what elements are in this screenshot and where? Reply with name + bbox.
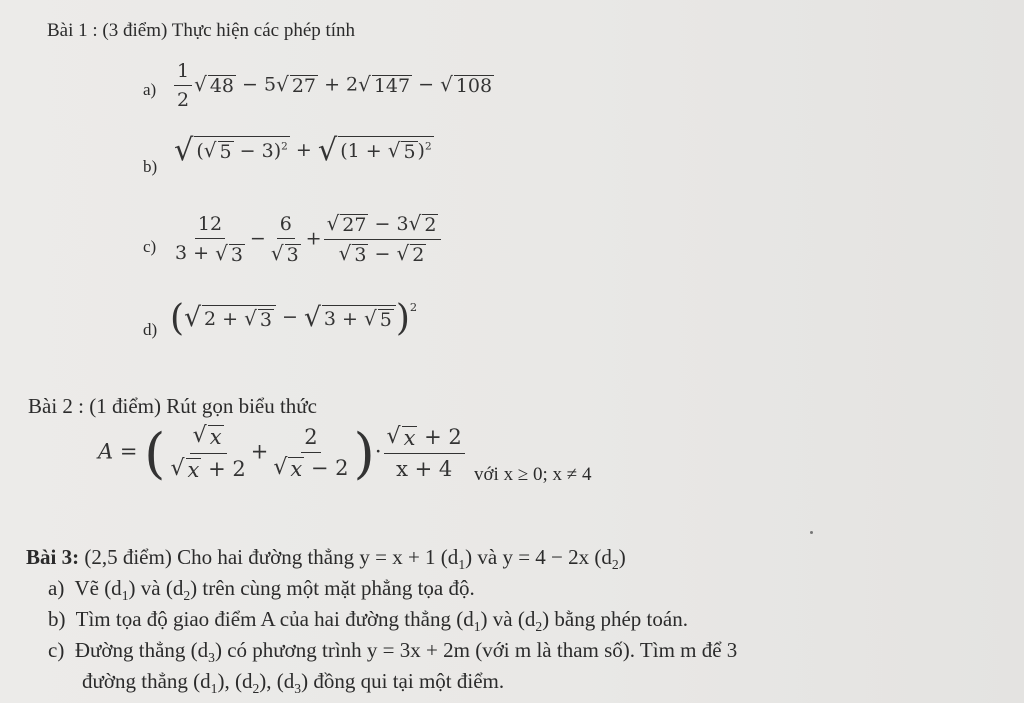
sqrt-3: √ 3 [215, 240, 243, 266]
sqrt-x: √ x [386, 424, 416, 451]
sqrt-3: √ 3 [244, 305, 272, 331]
subscript: 1 [210, 681, 218, 697]
subscript: 2 [611, 557, 619, 573]
fraction-half [174, 60, 192, 111]
text: đường thẳng (d [82, 669, 211, 693]
subscript: 1 [121, 588, 129, 604]
bai2-title: Bài 2 : (1 điểm) Rút gọn biểu thức [28, 394, 318, 418]
two-plus: 2 + [204, 307, 239, 330]
bai1-title-text: Bài 1 : (3 điểm) Thực hiện các phép tính [47, 20, 356, 41]
text: ) trên cùng một mặt phẳng tọa độ. [190, 576, 475, 600]
subscript: 3 [294, 681, 302, 697]
fraction-x2 [384, 425, 465, 482]
minus-3: − 3 [374, 213, 409, 235]
one-plus: 1 + [347, 140, 382, 162]
sqrt-147: √ 147 [358, 71, 411, 97]
bai2-condition: với x ≥ 0; x ≠ 4 [474, 464, 592, 485]
text: Tìm tọa độ giao điểm A của hai đường thẳng (d [75, 607, 474, 631]
item-label: c) [48, 638, 65, 662]
subscript: 1 [458, 557, 466, 573]
frac-num: 1 [174, 60, 192, 86]
text: ) đồng qui tại một điểm. [301, 669, 505, 693]
sqrt-3: √ 3 [338, 240, 367, 266]
fraction-2 [270, 425, 351, 482]
exponent: 2 [409, 300, 418, 314]
text: Vẽ (d [74, 576, 122, 600]
text: ) bằng phép toán. [542, 607, 688, 631]
text: ), (d [259, 669, 295, 693]
bai1-b-label: b) [143, 157, 158, 176]
subscript: 1 [473, 619, 481, 635]
subscript: 2 [183, 588, 191, 604]
item-label: a) [48, 576, 65, 600]
op: + [324, 73, 340, 96]
three-plus: 3 + [323, 307, 358, 330]
text: ) và (d [480, 607, 536, 631]
text: ) và (d [128, 576, 184, 600]
item-label: b) [48, 607, 66, 631]
coef: 5 [264, 73, 277, 96]
frac-num: 2 [301, 425, 320, 453]
bai3-c [48, 638, 737, 666]
sqrt-2: √ 2 [408, 211, 437, 237]
bai1-b-expression [174, 133, 434, 168]
op: − [282, 306, 298, 329]
var-A: A [98, 439, 114, 464]
sqrt-27: √ 27 [276, 71, 317, 97]
bai1-a-expression [172, 60, 494, 111]
sqrt-x: √ x [192, 423, 222, 450]
sqrt-108: √ 108 [440, 71, 493, 97]
sqrt-3-plus-sqrt5: √ 3 + √ 5 [304, 305, 396, 332]
subscript: 3 [208, 650, 215, 666]
frac-den [270, 453, 351, 482]
frac-den [167, 454, 248, 483]
frac-den [268, 239, 304, 265]
sqrt-outer-2: √ (1 + √ 5 )$^2$ [317, 133, 432, 168]
bai1-c-expression [170, 213, 443, 266]
frac-num: 12 [195, 213, 225, 239]
op: − [374, 242, 391, 265]
sqrt-5: √ 5 [203, 138, 232, 164]
frac-num [190, 424, 227, 454]
dot-op: · [374, 439, 382, 464]
frac-den: 2 [177, 89, 190, 111]
subscript: 2 [535, 619, 543, 635]
exponent: 2 [281, 140, 288, 153]
minus-3: − 3 [239, 140, 274, 162]
sqrt-x: √ x [170, 456, 200, 482]
op: − [249, 227, 266, 250]
equals: = [119, 439, 138, 464]
fraction-x [167, 424, 248, 482]
sqrt-3: √ 3 [270, 240, 299, 266]
op: + [250, 439, 269, 464]
fraction-6 [268, 213, 304, 265]
plus-2: + 2 [208, 456, 246, 481]
op: − [418, 73, 435, 96]
fraction-12 [172, 213, 248, 265]
bai1-title [47, 20, 355, 42]
subscript: 2 [252, 681, 260, 697]
minus-2: − 2 [310, 455, 349, 480]
bai3-c-line2 [82, 669, 504, 697]
sqrt-27: √ 27 [326, 211, 367, 237]
plus-2: + 2 [424, 424, 462, 449]
speck-mark [810, 531, 813, 534]
sqrt-x: √ x [273, 455, 303, 482]
op: + [305, 227, 322, 250]
text: ) có phương trình y = 3x + 2m (với m là tham số). Tìm m để 3 [214, 638, 738, 662]
frac-den [172, 239, 248, 265]
sqrt-outer-1: √ ( √ 5 − 3)$^2$ [174, 133, 288, 168]
fraction-3 [324, 213, 442, 266]
bai1-a-label: a) [143, 80, 157, 99]
frac-num [324, 213, 442, 240]
bai2-expression: A = ( √ x √ x + 2 + 2 √ x − 2 )· √ x + 2 x + 4 [98, 424, 467, 482]
text: ), (d [217, 669, 253, 693]
bai1-d-label: d) [143, 320, 158, 339]
text: ) [618, 545, 626, 569]
sqrt-2-plus-sqrt3: √ 2 + √ 3 [184, 305, 276, 332]
sqrt-5: √ 5 [387, 138, 416, 164]
sqrt-2: √ 2 [396, 240, 425, 266]
text: ) và y = 4 − 2x (d [465, 545, 612, 569]
frac-num [384, 425, 465, 455]
op: + [295, 139, 312, 162]
frac-num: 6 [277, 213, 295, 239]
text: (2,5 điểm) Cho hai đường thẳng y = x + 1 (d [84, 545, 459, 569]
den-part: 3 + [175, 242, 210, 265]
text: Đường thẳng (d [74, 638, 209, 662]
coef: 2 [346, 73, 359, 96]
bai3-title [26, 545, 626, 573]
sqrt-5: √ 5 [364, 305, 392, 331]
bai1-d-expression: ( √ 2 + √ 3 − √ 3 + √ 5 )$^2$ [170, 297, 418, 339]
frac-den: x + 4 [396, 457, 453, 482]
bai3-a [48, 576, 475, 604]
sqrt-48: √ 48 [194, 71, 234, 97]
op: − [242, 73, 258, 96]
exponent: 2 [424, 140, 432, 153]
frac-den [336, 240, 430, 266]
bai3-label: Bài 3: [26, 545, 80, 569]
bai1-c-label: c) [143, 237, 157, 256]
bai3-b [48, 607, 688, 635]
